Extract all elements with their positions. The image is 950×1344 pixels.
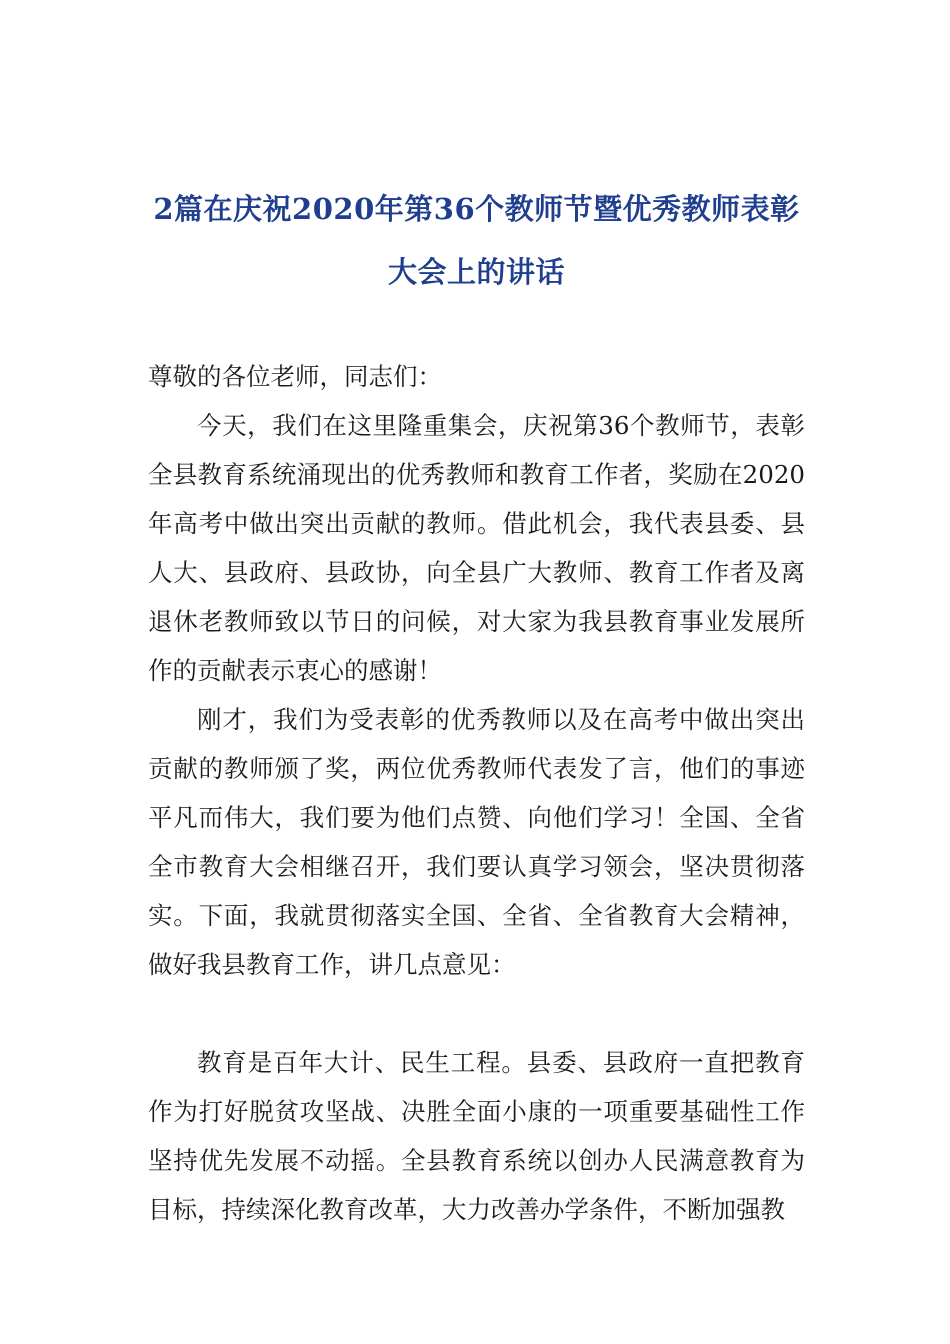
paragraph-1: 今天，我们在这里隆重集会，庆祝第36个教师节，表彰全县教育系统涌现出的优秀教师和教育工作者，奖励在2020年高考中做出突出贡献的教师。借此机会，我代表县委、县人大、县政府、县政协，向全县广大教师、教育工作者及离退休老教师致以节日的问候，对大家为我县教育事业发展所作的贡献表示衷心的感谢！: [148, 411, 805, 685]
paragraph-2: 刚才，我们为受表彰的优秀教师以及在高考中做出突出贡献的教师颁了奖，两位优秀教师代表发了言，他们的事迹平凡而伟大，我们要为他们点赞、向他们学习！全国、全省全市教育大会相继召开，我们要认真学习领会，坚决贯彻落实。下面，我就贯彻落实全国、全省、全省教育大会精神，做好我县教育工作，讲几点意见：: [148, 705, 805, 979]
paragraph-3: 教育是百年大计、民生工程。县委、县政府一直把教育作为打好脱贫攻坚战、决胜全面小康的一项重要基础性工作坚持优先发展不动摇。全县教育系统以创办人民满意教育为目标，持续深化教育改革，大力改善办学条件，不断加强教: [148, 1048, 805, 1224]
paragraph-spacer: [148, 989, 805, 1038]
document-body: [148, 352, 805, 1234]
document-title: 2篇在庆祝2020年第36个教师节暨优秀教师表彰大会上的讲话: [153, 192, 800, 289]
salutation: 尊敬的各位老师，同志们：: [148, 362, 442, 391]
